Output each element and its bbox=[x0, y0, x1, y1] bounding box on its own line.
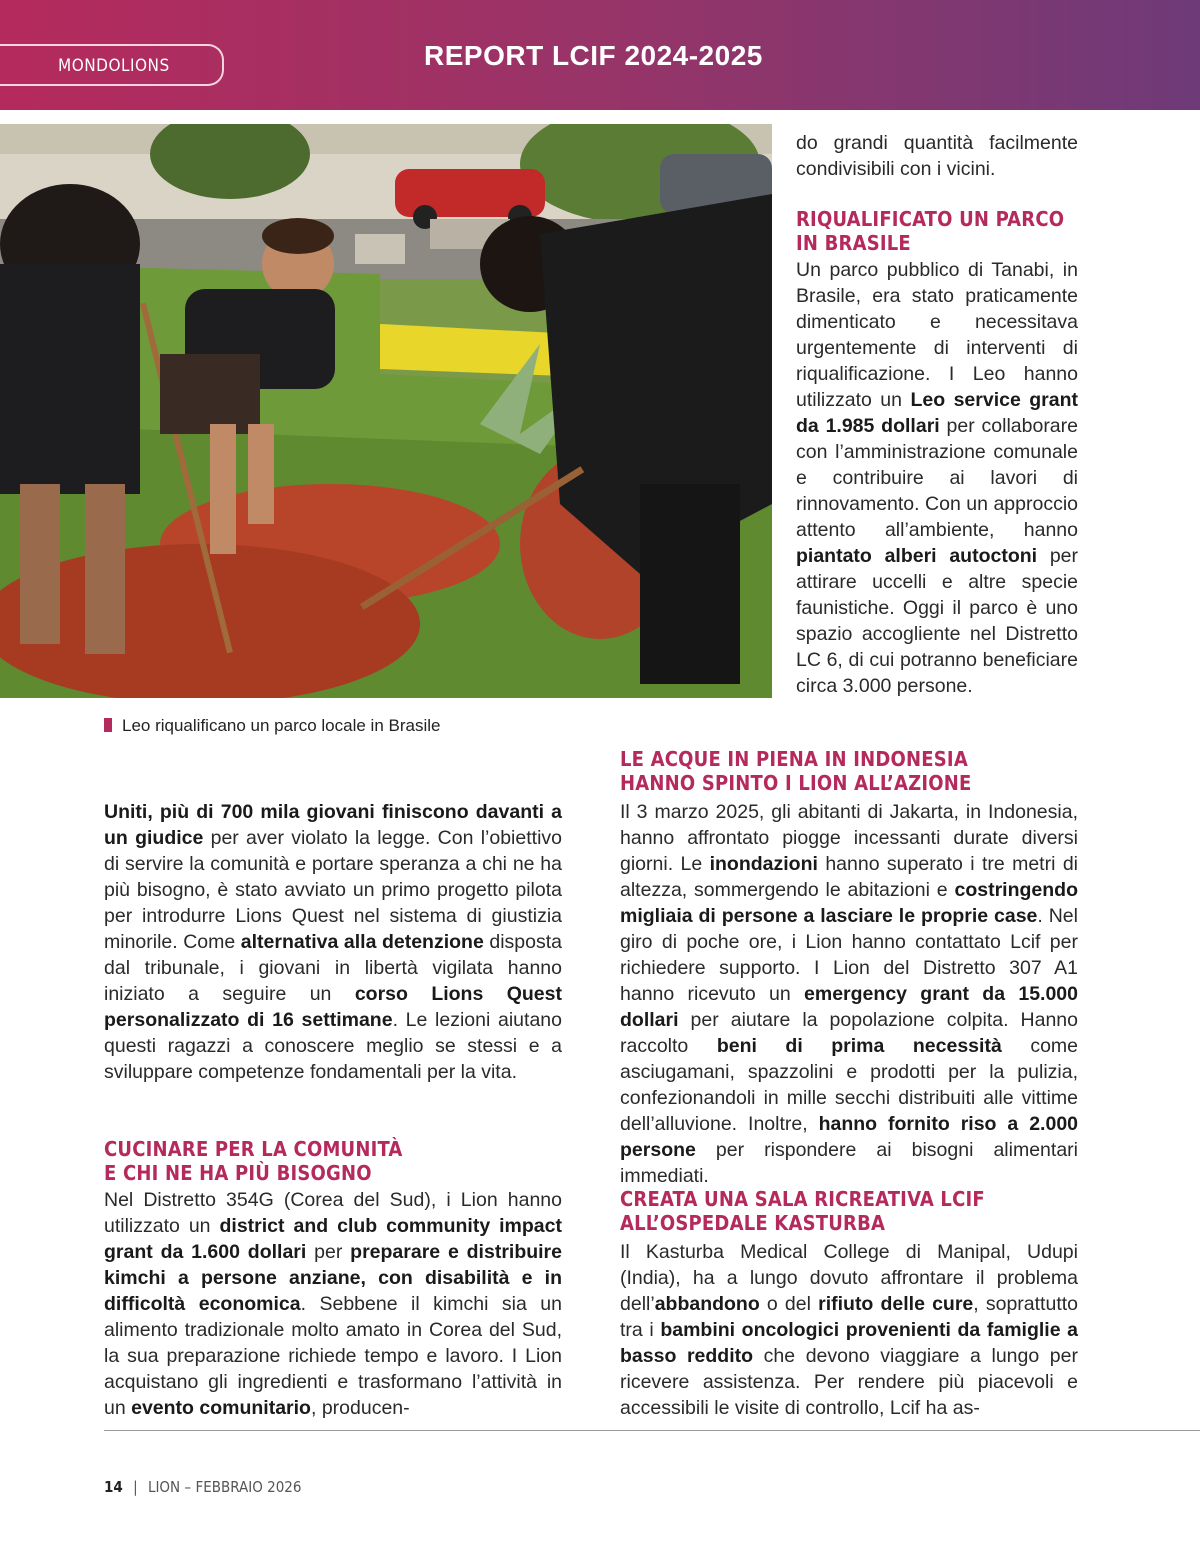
page-footer bbox=[104, 1478, 301, 1496]
bold-run: bambini oncologici provenienti da famiglie a basso reddito bbox=[620, 1319, 1078, 1367]
heading-line: HANNO SPINTO I LION ALL’AZIONE bbox=[620, 771, 972, 795]
heading-kasturba bbox=[620, 1187, 1090, 1235]
heading-brasile bbox=[796, 207, 1096, 255]
park-photo-illustration bbox=[0, 124, 772, 698]
bold-run: beni di prima necessità bbox=[716, 1035, 1002, 1057]
bold-run: Leo service grant da 1.985 dollari bbox=[796, 389, 1078, 437]
paragraph-indonesia bbox=[620, 799, 1078, 1189]
heading-indonesia bbox=[620, 747, 1090, 795]
text-run: per aiutare la popolazione colpita. Hanno raccolto bbox=[620, 1009, 1078, 1057]
bold-run: district and club community impact grant da 1.600 dollari bbox=[104, 1215, 562, 1263]
text-run: come asciugamani, spazzolini e prodotti per la pulizia, confezionandoli in mille secchi distribuiti alle vittime dell’alluvione. Inoltre, bbox=[620, 1035, 1079, 1135]
footer-text: LION – FEBBRAIO 2026 bbox=[147, 1478, 302, 1496]
paragraph-cucinare bbox=[104, 1187, 562, 1421]
text-run: per rispondere ai bisogni alimentari immediati. bbox=[620, 1139, 1078, 1187]
section-label: MONDOLIONS bbox=[58, 56, 170, 76]
bold-run: costringendo migliaia di persone a lasciare le proprie case bbox=[620, 879, 1078, 927]
heading-line: CUCINARE PER LA COMUNITÀ bbox=[104, 1137, 403, 1161]
text-run: , producen- bbox=[310, 1397, 410, 1419]
text-run: che devono viaggiare a lungo per ricevere assistenza. Per rendere più piacevoli e accessibili le visite di controllo, Lcif ha as- bbox=[620, 1345, 1078, 1419]
text-run: hanno superato i tre metri di altezza, sommergendo le abitazioni e bbox=[620, 853, 1078, 901]
heading-line: LE ACQUE IN PIENA IN INDONESIA bbox=[620, 747, 968, 771]
paragraph-kasturba bbox=[620, 1239, 1078, 1421]
bold-run: piantato alberi autoctoni bbox=[796, 545, 1038, 567]
bold-run: rifiuto delle cure bbox=[818, 1293, 974, 1315]
text-run: o del bbox=[759, 1293, 819, 1315]
text-run: , soprattutto tra i bbox=[620, 1293, 1078, 1341]
bold-run: Uniti, più di 700 mila giovani finiscono davanti a un giudice bbox=[104, 801, 562, 849]
text-run: per collaborare con l’amministrazione comunale e contribuire ai lavori di rinnovamento. Con un approccio attento all’ambiente, hanno bbox=[796, 415, 1078, 541]
report-title: REPORT LCIF 2024-2025 bbox=[424, 40, 763, 71]
text-run: Il 3 marzo 2025, gli abitanti di Jakarta, in Indonesia, hanno affrontato piogge incessanti durate diversi giorni. Le bbox=[620, 801, 1078, 875]
heading-line: E CHI NE HA PIÙ BISOGNO bbox=[104, 1161, 372, 1185]
text-run: per bbox=[306, 1241, 351, 1263]
heading-line: CREATA UNA SALA RICREATIVA LCIF bbox=[620, 1187, 985, 1211]
photo-caption bbox=[104, 716, 440, 736]
continuation-text: do grandi quantità facilmente condivisibili con i vicini. bbox=[796, 132, 1078, 180]
park-photo bbox=[0, 124, 772, 698]
text-run: . Sebbene il kimchi sia un alimento tradizionale molto amato in Corea del Sud, la sua preparazione richiede tempo e lavoro. I Lion acquistano gli ingredienti e trasformano l’attività in un bbox=[104, 1293, 562, 1419]
page-number: 14 bbox=[104, 1478, 123, 1496]
paragraph-intro bbox=[104, 799, 562, 1085]
text-run: Un parco pubblico di Tanabi, in Brasile, era stato praticamente dimenticato e necessitava urgentemente di interventi di riqualificazione. I Leo hanno utilizzato un bbox=[796, 259, 1078, 411]
text-run: . Le lezioni aiutano questi ragazzi a conoscere meglio se stessi e a sviluppare competenze fondamentali per la vita. bbox=[104, 1009, 562, 1083]
caption-text: Leo riqualificano un parco locale in Brasile bbox=[122, 716, 441, 735]
bold-run: preparare e distribuire kimchi a persone anziane, con disabilità e in difficoltà economica bbox=[104, 1241, 562, 1315]
paragraph-brasile bbox=[796, 257, 1078, 699]
text-run: . Nel giro di poche ore, i Lion hanno contattato Lcif per richiedere supporto. I Lion del Distretto 307 A1 hanno ricevuto un bbox=[620, 905, 1078, 1005]
text-run: disposta dal tribunale, i giovani in libertà vigilata hanno iniziato a seguire un bbox=[104, 931, 562, 1005]
footer-separator: | bbox=[133, 1478, 138, 1496]
bold-run: corso Lions Quest personalizzato di 16 settimane bbox=[104, 983, 562, 1031]
footer-divider bbox=[104, 1430, 1200, 1431]
text-run: Il Kasturba Medical College di Manipal, Udupi (India), ha a lungo dovuto affrontare il problema dell’ bbox=[620, 1241, 1078, 1315]
heading-line: IN BRASILE bbox=[796, 231, 911, 255]
bold-run: abbandono bbox=[654, 1293, 760, 1315]
heading-cucinare bbox=[104, 1137, 564, 1185]
text-run: per attirare uccelli e altre specie faunistiche. Oggi il parco è uno spazio accogliente nel Distretto LC 6, di cui potranno beneficiare circa 3.000 persone. bbox=[796, 545, 1078, 697]
heading-line: ALL’OSPEDALE KASTURBA bbox=[620, 1211, 886, 1235]
bold-run: evento comunitario bbox=[131, 1397, 311, 1419]
caption-marker bbox=[104, 718, 112, 732]
bold-run: emergency grant da 15.000 dollari bbox=[620, 983, 1078, 1031]
heading-line: RIQUALIFICATO UN PARCO bbox=[796, 207, 1065, 231]
bold-run: alternativa alla detenzione bbox=[240, 931, 484, 953]
bold-run: inondazioni bbox=[709, 853, 818, 875]
text-run: per aver violato la legge. Con l’obiettivo di servire la comunità e portare speranza a chi ne ha più bisogno, è stato avviato un primo progetto pilota per introdurre Lions Quest nel sistema di giustizia minorile. Come bbox=[104, 827, 562, 953]
page-header bbox=[0, 0, 1200, 110]
bold-run: hanno fornito riso a 2.000 persone bbox=[620, 1113, 1079, 1161]
text-run: Nel Distretto 354G (Corea del Sud), i Lion hanno utilizzato un bbox=[104, 1189, 562, 1237]
